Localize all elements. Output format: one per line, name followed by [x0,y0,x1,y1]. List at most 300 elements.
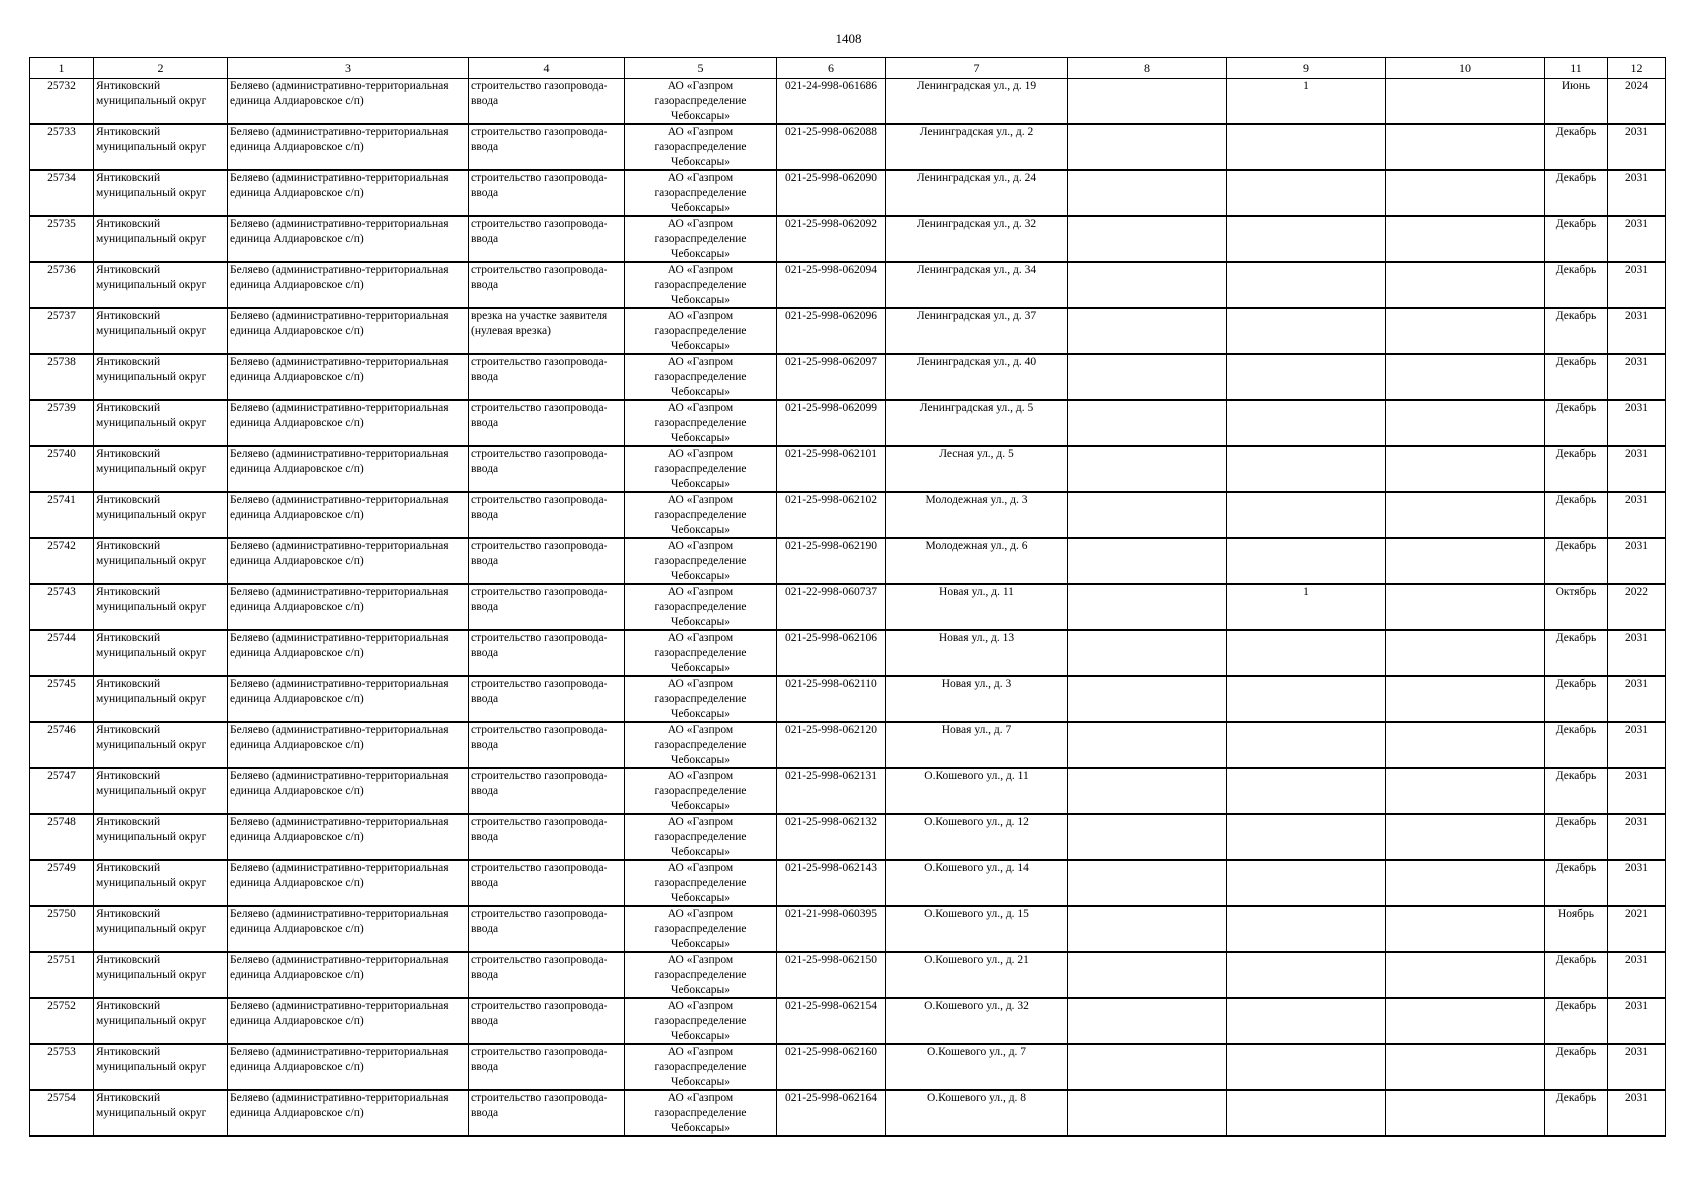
work-type-cell [469,630,625,676]
month-cell-text: Декабрь [1555,310,1597,322]
code-cell [777,170,886,216]
column-9-cell-text [1229,263,1383,307]
column-10-cell [1386,814,1545,860]
column-9-cell [1227,814,1386,860]
column-header: 8 [1068,58,1227,79]
district-cell [94,1044,228,1090]
column-10-cell [1386,676,1545,722]
organization-cell-text: АО «Газпром газораспределение Чебоксары» [654,448,747,490]
column-9-cell [1227,354,1386,400]
column-9-cell [1227,446,1386,492]
column-10-cell [1386,400,1545,446]
column-9-cell [1227,860,1386,906]
organization-cell-text: АО «Газпром газораспределение Чебоксары» [654,954,747,996]
year-cell-text: 2031 [1625,356,1648,368]
code-cell-text: 021-25-998-062131 [785,770,877,782]
work-type-cell [469,400,625,446]
code-cell-text: 021-25-998-062101 [785,448,877,460]
organization-cell [625,216,777,262]
column-10-cell [1386,998,1545,1044]
code-cell [777,814,886,860]
record-number-cell [30,630,94,676]
address-cell-text: Ленинградская ул., д. 37 [916,310,1037,322]
column-8-cell [1068,768,1227,814]
month-cell [1545,906,1608,952]
work-type-cell-text: строительство газопровода-ввода [471,1000,608,1027]
column-8-cell-text [1070,1045,1224,1089]
table-row [30,1044,1666,1090]
organization-cell [625,308,777,354]
district-cell [94,492,228,538]
year-cell [1608,79,1666,125]
column-8-cell-text [1070,125,1224,169]
district-cell-text: Янтиковский муниципальный округ [96,862,207,889]
column-8-cell-text [1070,677,1224,721]
column-8-cell-text [1070,217,1224,261]
year-cell [1608,124,1666,170]
column-9-cell-text [1229,631,1383,675]
work-type-cell-text: строительство газопровода-ввода [471,448,608,475]
work-type-cell [469,768,625,814]
address-cell [886,308,1068,354]
record-number-cell-text: 25748 [47,816,76,828]
record-number-cell [30,952,94,998]
year-cell-text: 2024 [1625,80,1648,92]
table-row [30,630,1666,676]
address-cell-text: Новая ул., д. 13 [938,632,1015,644]
column-8-cell-text [1070,907,1224,951]
record-number-cell [30,1044,94,1090]
work-type-cell [469,124,625,170]
address-cell-text: О.Кошевого ул., д. 32 [924,1000,1029,1012]
month-cell-text: Декабрь [1555,1092,1597,1104]
column-10-cell-text [1388,171,1542,215]
year-cell [1608,446,1666,492]
record-number-cell [30,262,94,308]
column-8-cell-text [1070,539,1224,583]
locality-cell-text: Беляево (административно-территориальная единица Алдиаровское с/п) [230,80,449,107]
locality-cell [228,446,469,492]
column-9-cell-text [1229,769,1383,813]
code-cell [777,952,886,998]
code-cell [777,492,886,538]
column-10-cell [1386,446,1545,492]
work-type-cell-text: строительство газопровода-ввода [471,954,608,981]
address-cell [886,584,1068,630]
code-cell-text: 021-25-998-062190 [785,540,877,552]
column-8-cell [1068,262,1227,308]
column-8-cell-text [1070,999,1224,1043]
column-10-cell [1386,79,1545,125]
column-8-cell-text [1070,953,1224,997]
address-cell-text: Новая ул., д. 11 [939,586,1014,598]
code-cell-text: 021-25-998-062164 [785,1092,877,1104]
year-cell [1608,1090,1666,1136]
record-number-cell-text: 25742 [47,540,76,552]
year-cell-text: 2031 [1625,678,1648,690]
column-10-cell-text [1388,355,1542,399]
column-9-cell [1227,906,1386,952]
locality-cell-text: Беляево (административно-территориальная единица Алдиаровское с/п) [230,402,449,429]
code-cell-text: 021-25-998-062097 [785,356,877,368]
organization-cell-text: АО «Газпром газораспределение Чебоксары» [654,1046,747,1088]
record-number-cell-text: 25754 [47,1092,76,1104]
address-cell-text: Новая ул., д. 3 [941,678,1012,690]
month-cell [1545,860,1608,906]
table-row [30,492,1666,538]
column-9-cell [1227,768,1386,814]
column-10-cell-text [1388,309,1542,353]
district-cell-text: Янтиковский муниципальный округ [96,172,207,199]
address-cell-text: Ленинградская ул., д. 34 [916,264,1037,276]
column-10-cell-text [1388,1091,1542,1135]
work-type-cell-text: строительство газопровода-ввода [471,80,608,107]
code-cell [777,262,886,308]
code-cell [777,446,886,492]
record-number-cell [30,814,94,860]
work-type-cell [469,860,625,906]
column-10-cell-text [1388,953,1542,997]
locality-cell [228,584,469,630]
locality-cell [228,124,469,170]
locality-cell [228,538,469,584]
organization-cell [625,722,777,768]
work-type-cell [469,492,625,538]
column-8-cell-text [1070,401,1224,445]
month-cell-text: Декабрь [1555,1000,1597,1012]
district-cell [94,722,228,768]
year-cell-text: 2022 [1625,586,1648,598]
column-8-cell-text [1070,723,1224,767]
code-cell-text: 021-25-998-062110 [785,678,877,690]
district-cell-text: Янтиковский муниципальный округ [96,356,207,383]
code-cell-text: 021-25-998-062150 [785,954,877,966]
address-cell-text: Молодежная ул., д. 3 [925,494,1028,506]
month-cell [1545,814,1608,860]
organization-cell [625,860,777,906]
record-number-cell [30,446,94,492]
address-cell-text: Лесная ул., д. 5 [939,448,1014,460]
year-cell-text: 2031 [1625,494,1648,506]
column-header: 6 [777,58,886,79]
work-type-cell-text: строительство газопровода-ввода [471,862,608,889]
code-cell [777,308,886,354]
column-header: 7 [886,58,1068,79]
district-cell [94,262,228,308]
month-cell-text: Декабрь [1555,724,1597,736]
month-cell-text: Декабрь [1555,678,1597,690]
organization-cell [625,814,777,860]
month-cell [1545,952,1608,998]
work-type-cell [469,354,625,400]
record-number-cell [30,722,94,768]
record-number-cell [30,906,94,952]
table-row [30,998,1666,1044]
record-number-cell [30,584,94,630]
address-cell [886,860,1068,906]
record-number-cell-text: 25741 [47,494,76,506]
district-cell [94,308,228,354]
organization-cell-text: АО «Газпром газораспределение Чебоксары» [654,586,747,628]
record-number-cell-text: 25753 [47,1046,76,1058]
work-type-cell [469,906,625,952]
work-type-cell-text: строительство газопровода-ввода [471,770,608,797]
district-cell-text: Янтиковский муниципальный округ [96,678,207,705]
address-cell-text: О.Кошевого ул., д. 11 [924,770,1029,782]
locality-cell [228,630,469,676]
column-8-cell [1068,170,1227,216]
work-type-cell-text: строительство газопровода-ввода [471,724,608,751]
column-9-cell [1227,308,1386,354]
locality-cell-text: Беляево (административно-территориальная единица Алдиаровское с/п) [230,862,449,889]
year-cell [1608,400,1666,446]
organization-cell [625,1090,777,1136]
address-cell-text: О.Кошевого ул., д. 21 [924,954,1029,966]
column-8-cell [1068,676,1227,722]
locality-cell-text: Беляево (административно-территориальная единица Алдиаровское с/п) [230,540,449,567]
organization-cell-text: АО «Газпром газораспределение Чебоксары» [654,632,747,674]
month-cell-text: Декабрь [1555,494,1597,506]
year-cell-text: 2031 [1625,540,1648,552]
year-cell-text: 2031 [1625,264,1648,276]
code-cell-text: 021-25-998-062092 [785,218,877,230]
table-row [30,216,1666,262]
locality-cell [228,262,469,308]
address-cell [886,124,1068,170]
record-number-cell-text: 25734 [47,172,76,184]
code-cell-text: 021-25-998-062094 [785,264,877,276]
column-10-cell [1386,308,1545,354]
column-10-cell [1386,630,1545,676]
work-type-cell [469,998,625,1044]
district-cell [94,814,228,860]
code-cell [777,584,886,630]
year-cell-text: 2031 [1625,632,1648,644]
work-type-cell [469,216,625,262]
year-cell-text: 2031 [1625,1092,1648,1104]
work-type-cell [469,584,625,630]
district-cell-text: Янтиковский муниципальный округ [96,816,207,843]
year-cell [1608,676,1666,722]
code-cell-text: 021-25-998-062088 [785,126,877,138]
organization-cell-text: АО «Газпром газораспределение Чебоксары» [654,862,747,904]
column-header: 9 [1227,58,1386,79]
address-cell-text: О.Кошевого ул., д. 14 [924,862,1029,874]
locality-cell [228,354,469,400]
address-cell [886,722,1068,768]
column-8-cell-text [1070,355,1224,399]
month-cell [1545,170,1608,216]
table-row [30,860,1666,906]
month-cell-text: Декабрь [1555,218,1597,230]
column-9-cell-text [1229,999,1383,1043]
column-8-cell [1068,630,1227,676]
record-number-cell-text: 25740 [47,448,76,460]
column-10-cell-text [1388,677,1542,721]
record-number-cell-text: 25739 [47,402,76,414]
column-9-cell-text [1229,953,1383,997]
code-cell-text: 021-25-998-062090 [785,172,877,184]
address-cell [886,676,1068,722]
district-cell-text: Янтиковский муниципальный округ [96,1092,207,1119]
locality-cell-text: Беляево (административно-территориальная единица Алдиаровское с/п) [230,724,449,751]
month-cell-text: Декабрь [1555,448,1597,460]
address-cell-text: О.Кошевого ул., д. 15 [924,908,1029,920]
month-cell [1545,308,1608,354]
month-cell [1545,1044,1608,1090]
district-cell [94,446,228,492]
column-8-cell [1068,492,1227,538]
column-9-cell [1227,722,1386,768]
address-cell [886,262,1068,308]
column-9-cell-text [1229,861,1383,905]
table-row [30,814,1666,860]
column-9-cell-text [1229,217,1383,261]
month-cell-text: Декабрь [1555,402,1597,414]
district-cell [94,538,228,584]
locality-cell-text: Беляево (административно-территориальная единица Алдиаровское с/п) [230,954,449,981]
district-cell [94,1090,228,1136]
locality-cell [228,998,469,1044]
work-type-cell [469,952,625,998]
year-cell-text: 2031 [1625,1046,1648,1058]
table-row [30,676,1666,722]
work-type-cell-text: строительство газопровода-ввода [471,402,608,429]
work-type-cell-text: строительство газопровода-ввода [471,1092,608,1119]
year-cell [1608,354,1666,400]
column-8-cell [1068,814,1227,860]
organization-cell [625,492,777,538]
district-cell-text: Янтиковский муниципальный округ [96,1046,207,1073]
column-10-cell [1386,906,1545,952]
code-cell-text: 021-25-998-062096 [785,310,877,322]
locality-cell-text: Беляево (административно-территориальная единица Алдиаровское с/п) [230,494,449,521]
record-number-cell-text: 25746 [47,724,76,736]
district-cell-text: Янтиковский муниципальный округ [96,724,207,751]
month-cell [1545,216,1608,262]
organization-cell [625,538,777,584]
organization-cell-text: АО «Газпром газораспределение Чебоксары» [654,218,747,260]
year-cell [1608,814,1666,860]
column-8-cell [1068,1090,1227,1136]
organization-cell-text: АО «Газпром газораспределение Чебоксары» [654,126,747,168]
month-cell [1545,676,1608,722]
address-cell [886,354,1068,400]
month-cell-text: Декабрь [1555,356,1597,368]
district-cell [94,400,228,446]
table-row [30,768,1666,814]
month-cell [1545,124,1608,170]
table-row [30,400,1666,446]
organization-cell [625,79,777,125]
record-number-cell-text: 25750 [47,908,76,920]
code-cell [777,860,886,906]
record-number-cell-text: 25732 [47,80,76,92]
organization-cell-text: АО «Газпром газораспределение Чебоксары» [654,264,747,306]
record-number-cell [30,400,94,446]
address-cell-text: Ленинградская ул., д. 5 [919,402,1034,414]
district-cell [94,768,228,814]
table-row [30,584,1666,630]
code-cell [777,630,886,676]
column-10-cell [1386,492,1545,538]
column-8-cell [1068,400,1227,446]
address-cell [886,538,1068,584]
column-8-cell [1068,998,1227,1044]
organization-cell [625,998,777,1044]
month-cell-text: Декабрь [1555,1046,1597,1058]
district-cell-text: Янтиковский муниципальный округ [96,402,207,429]
column-10-cell-text [1388,999,1542,1043]
column-9-cell [1227,952,1386,998]
code-cell [777,79,886,125]
organization-cell [625,262,777,308]
month-cell [1545,262,1608,308]
year-cell-text: 2031 [1625,954,1648,966]
code-cell-text: 021-21-998-060395 [785,908,877,920]
month-cell [1545,768,1608,814]
column-8-cell-text [1070,493,1224,537]
code-cell-text: 021-25-998-062143 [785,862,877,874]
organization-cell [625,1044,777,1090]
month-cell [1545,400,1608,446]
month-cell-text: Декабрь [1555,632,1597,644]
address-cell [886,630,1068,676]
column-8-cell [1068,860,1227,906]
address-cell [886,400,1068,446]
month-cell [1545,1090,1608,1136]
month-cell-text: Декабрь [1555,172,1597,184]
record-number-cell [30,998,94,1044]
organization-cell [625,354,777,400]
code-cell-text: 021-24-998-061686 [785,80,877,92]
code-cell-text: 021-25-998-062132 [785,816,877,828]
organization-cell [625,124,777,170]
organization-cell-text: АО «Газпром газораспределение Чебоксары» [654,1092,747,1134]
column-10-cell [1386,538,1545,584]
locality-cell [228,814,469,860]
column-10-cell-text [1388,861,1542,905]
column-10-cell [1386,722,1545,768]
work-type-cell [469,79,625,125]
column-9-cell [1227,1044,1386,1090]
address-cell-text: Ленинградская ул., д. 32 [916,218,1037,230]
code-cell [777,354,886,400]
code-cell-text: 021-25-998-062120 [785,724,877,736]
column-10-cell [1386,170,1545,216]
column-10-cell-text [1388,447,1542,491]
column-10-cell-text [1388,769,1542,813]
year-cell [1608,584,1666,630]
locality-cell [228,722,469,768]
column-8-cell-text [1070,815,1224,859]
organization-cell [625,400,777,446]
work-type-cell [469,308,625,354]
year-cell [1608,1044,1666,1090]
column-10-cell [1386,1044,1545,1090]
organization-cell [625,676,777,722]
locality-cell [228,906,469,952]
year-cell [1608,170,1666,216]
month-cell-text: Декабрь [1555,954,1597,966]
address-cell-text: Ленинградская ул., д. 2 [919,126,1034,138]
month-cell-text: Декабрь [1555,770,1597,782]
code-cell [777,1044,886,1090]
year-cell-text: 2031 [1625,724,1648,736]
year-cell [1608,262,1666,308]
column-10-cell [1386,354,1545,400]
month-cell [1545,630,1608,676]
